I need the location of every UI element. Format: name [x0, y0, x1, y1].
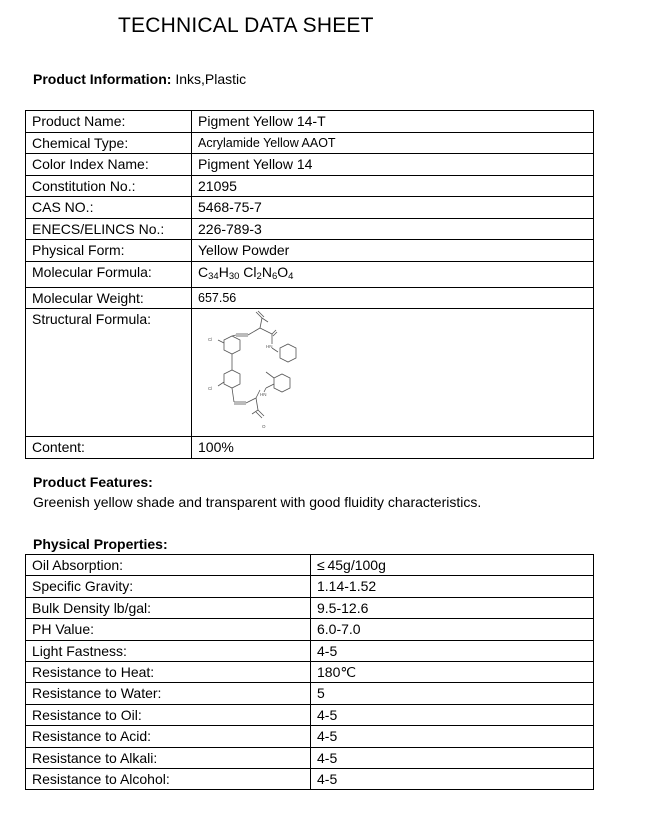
table-row — [26, 287, 594, 309]
row-key: Molecular Formula: — [26, 261, 192, 287]
row-value: 4-5 — [311, 726, 594, 747]
formula-o-count: 4 — [288, 270, 294, 282]
row-value: 6.0-7.0 — [311, 619, 594, 640]
table-row — [26, 309, 594, 437]
product-features-heading: Product Features: — [33, 474, 153, 490]
formula-cl: Cl — [239, 263, 257, 280]
molecular-formula-value — [192, 261, 594, 287]
formula-c: C — [198, 263, 209, 280]
table-row — [26, 240, 594, 262]
formula-h-count: 30 — [228, 270, 240, 282]
row-key: Resistance to Heat: — [26, 661, 311, 682]
formula-h: H — [218, 263, 229, 280]
row-key: Physical Form: — [26, 240, 192, 262]
table-row — [26, 154, 594, 176]
table-row — [26, 437, 594, 459]
product-information-label: Product Information: — [33, 71, 172, 87]
row-value: 21095 — [192, 175, 594, 197]
table-row — [26, 683, 594, 704]
row-key: Structural Formula: — [26, 309, 192, 437]
table-row — [26, 640, 594, 661]
table-row — [26, 726, 594, 747]
row-key: Resistance to Acid: — [26, 726, 311, 747]
table-row — [26, 218, 594, 240]
row-key: Resistance to Oil: — [26, 704, 311, 725]
formula-c-count: 34 — [208, 270, 219, 282]
row-key: Oil Absorption: — [26, 555, 311, 576]
structural-formula-cell — [192, 309, 594, 437]
row-value: 5468-75-7 — [192, 197, 594, 219]
row-value: Pigment Yellow 14-T — [192, 111, 594, 133]
row-value: 4-5 — [311, 768, 594, 789]
row-key: Light Fastness: — [26, 640, 311, 661]
page-title: TECHNICAL DATA SHEET — [118, 14, 374, 37]
structure-o: O — [262, 424, 266, 429]
table-row — [26, 132, 594, 154]
table-row — [26, 261, 594, 287]
row-key: Bulk Density lb/gal: — [26, 597, 311, 618]
row-value: 1.14-1.52 — [311, 576, 594, 597]
row-key: Color Index Name: — [26, 154, 192, 176]
row-key: ENECS/ELINCS No.: — [26, 218, 192, 240]
table-row — [26, 175, 594, 197]
table-row — [26, 619, 594, 640]
formula-o: O — [277, 263, 289, 280]
row-key: Resistance to Alkali: — [26, 747, 311, 768]
row-value: Acrylamide Yellow AAOT — [192, 132, 594, 154]
formula-cl-count: 2 — [256, 270, 262, 282]
row-value: ≤ 45g/100g — [311, 555, 594, 576]
row-value: 4-5 — [311, 640, 594, 661]
structure-nh-bottom: HN — [260, 392, 267, 397]
row-key: Resistance to Water: — [26, 683, 311, 704]
product-information — [33, 71, 246, 87]
table-row — [26, 197, 594, 219]
table-row — [26, 661, 594, 682]
row-key: Resistance to Alcohol: — [26, 768, 311, 789]
row-value: 657.56 — [192, 287, 594, 309]
row-key: Molecular Weight: — [26, 287, 192, 309]
structural-formula-image — [200, 310, 310, 432]
row-value: Pigment Yellow 14 — [192, 154, 594, 176]
row-value: 4-5 — [311, 704, 594, 725]
row-key: Constitution No.: — [26, 175, 192, 197]
table-row — [26, 747, 594, 768]
product-info-table — [25, 110, 594, 459]
row-value: 5 — [311, 683, 594, 704]
product-information-value: Inks,Plastic — [175, 71, 247, 87]
product-features-text: Greenish yellow shade and transparent with good fluidity characteristics. — [33, 494, 482, 510]
structure-cl-top: Cl — [208, 337, 213, 342]
row-key: Product Name: — [26, 111, 192, 133]
row-key: PH Value: — [26, 619, 311, 640]
physical-properties-heading: Physical Properties: — [33, 536, 168, 552]
formula-n: N — [261, 263, 272, 280]
formula-n-count: 6 — [271, 270, 278, 282]
row-key: Content: — [26, 437, 192, 459]
table-row — [26, 704, 594, 725]
structure-cl-bottom: Cl — [208, 386, 213, 391]
row-value: 226-789-3 — [192, 218, 594, 240]
row-key: Specific Gravity: — [26, 576, 311, 597]
row-value: Yellow Powder — [192, 240, 594, 262]
table-row — [26, 597, 594, 618]
structure-nh-top: HN — [266, 344, 273, 349]
table-row — [26, 111, 594, 133]
table-row — [26, 768, 594, 789]
row-value: 100% — [192, 437, 594, 459]
row-key: CAS NO.: — [26, 197, 192, 219]
physical-properties-table — [25, 554, 594, 790]
table-row — [26, 555, 594, 576]
row-value: 180℃ — [311, 661, 594, 682]
row-key: Chemical Type: — [26, 132, 192, 154]
row-value: 9.5-12.6 — [311, 597, 594, 618]
table-row — [26, 576, 594, 597]
row-value: 4-5 — [311, 747, 594, 768]
